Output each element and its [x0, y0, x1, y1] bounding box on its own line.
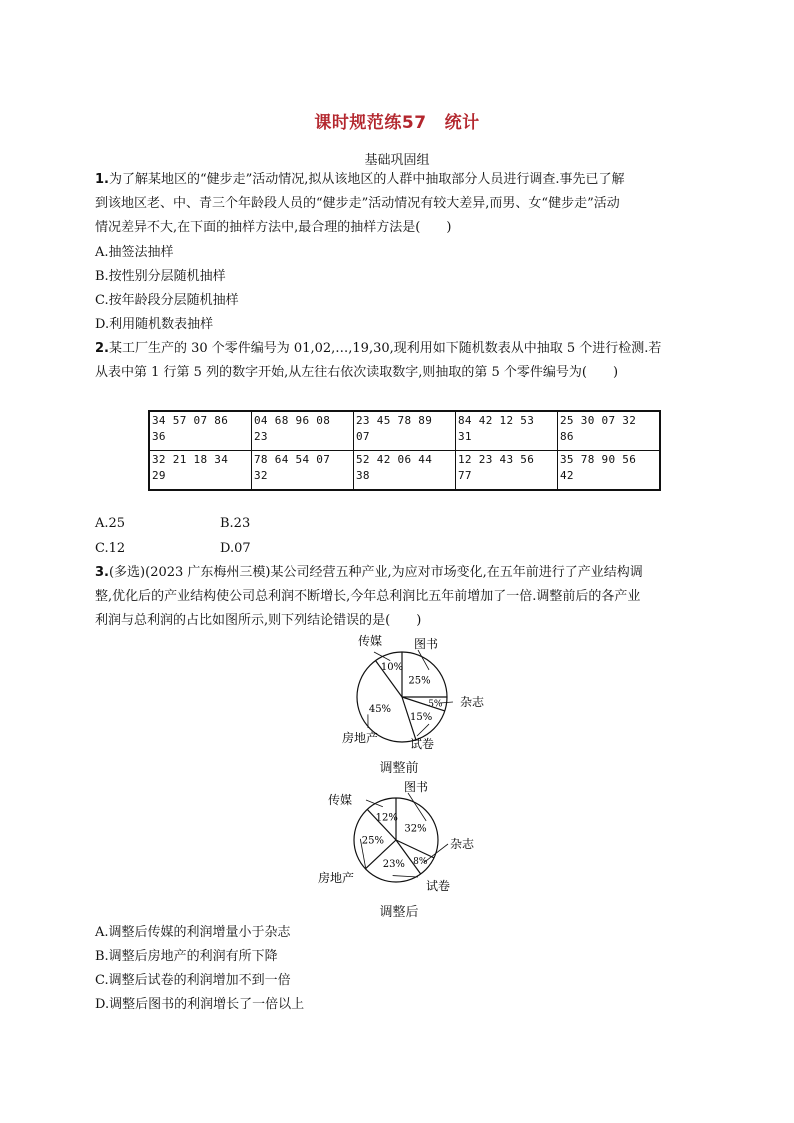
- pie-slice-percent-label: 12%: [375, 812, 398, 824]
- table-cell: [149, 451, 252, 491]
- cell-line: 38: [356, 469, 370, 482]
- q1-line-2: 到该地区老、中、青三个年龄段人员的“健步走”活动情况有较大差异,而男、女“健步走”活动: [95, 196, 620, 211]
- title-main: 课时规范练57: [314, 113, 427, 133]
- cell-line: 32: [254, 469, 268, 482]
- table-cell: [558, 451, 661, 491]
- q2-options-row-1: [95, 516, 251, 531]
- q2-option-c: C.12: [95, 541, 126, 556]
- pie-slice-percent-label: 32%: [404, 823, 427, 835]
- table-cell: [558, 411, 661, 451]
- q3-text-1: (多选)(2023 广东梅州三模)某公司经营五种产业,为应对市场变化,在五年前进行了产业结构调: [108, 565, 643, 580]
- table-cell: [252, 411, 354, 451]
- q3-option-b: B.调整后房地产的利润有所下降: [95, 949, 278, 964]
- pie-slice-percent-label: 23%: [382, 858, 405, 870]
- chart-caption-after: 调整后: [379, 905, 419, 920]
- cell-line: 23 45 78 89: [356, 414, 433, 427]
- cell-line: 07: [356, 430, 370, 443]
- q3-number: 3.: [95, 565, 109, 580]
- pie-category-label: 传媒: [327, 793, 353, 807]
- title-topic: 统计: [444, 113, 480, 133]
- cell-line: 77: [458, 469, 472, 482]
- q1-option-c: C.按年龄段分层随机抽样: [95, 293, 239, 308]
- cell-line: 23: [254, 430, 268, 443]
- q1-number: 1.: [95, 172, 109, 187]
- pie-leader-line: [393, 876, 418, 877]
- q2-line-2: 从表中第 1 行第 5 列的数字开始,从左往右依次读取数字,则抽取的第 5 个零件编号为( ): [95, 365, 619, 380]
- pie-category-label: 房地产: [341, 731, 379, 745]
- pie-category-label: 试卷: [409, 737, 435, 751]
- table-cell: [149, 411, 252, 451]
- cell-line: 52 42 06 44: [356, 453, 433, 466]
- pie-category-label: 房地产: [317, 871, 355, 885]
- pie-category-label: 传媒: [357, 634, 383, 648]
- q2-option-a: A.25: [95, 516, 126, 531]
- q2-option-b: B.23: [220, 516, 251, 531]
- cell-line: 32 21 18 34: [152, 453, 229, 466]
- q2-number: 2.: [95, 341, 109, 356]
- pie-category-label: 图书: [403, 780, 429, 794]
- page-title: [0, 108, 794, 133]
- cell-line: 12 23 43 56: [458, 453, 535, 466]
- table-cell: [354, 411, 456, 451]
- cell-line: 36: [152, 430, 166, 443]
- pie-leader-line: [424, 844, 448, 863]
- q1-line-3: 情况差异不大,在下面的抽样方法中,最合理的抽样方法是( ): [95, 220, 452, 235]
- pie-slice-percent-label: 25%: [408, 675, 431, 687]
- pie-slice-percent-label: 8%: [413, 857, 428, 868]
- table-cell: [456, 451, 558, 491]
- pie-category-label: 试卷: [425, 879, 451, 893]
- q3-line-2: 整,优化后的产业结构使公司总利润不断增长,今年总利润比五年前增加了一倍.调整前后的各产业: [95, 589, 641, 604]
- cell-line: 34 57 07 86: [152, 414, 229, 427]
- q3-option-d: D.调整后图书的利润增长了一倍以上: [95, 997, 305, 1012]
- pie-slice-percent-label: 45%: [368, 704, 392, 716]
- q1-line-1: [95, 172, 625, 188]
- q1-option-a: A.抽签法抽样: [95, 245, 174, 260]
- q3-option-a: A.调整后传媒的利润增量小于杂志: [95, 925, 291, 940]
- cell-line: 25 30 07 32: [560, 414, 637, 427]
- cell-line: 31: [458, 430, 472, 443]
- pie-slice-percent-label: 10%: [380, 662, 404, 674]
- pie-chart-after: [310, 778, 490, 896]
- q1-option-b: B.按性别分层随机抽样: [95, 269, 226, 284]
- pie-slice-percent-label: 5%: [428, 699, 443, 710]
- cell-line: 29: [152, 469, 166, 482]
- pie-category-label: 图书: [413, 637, 439, 651]
- table-cell: [252, 451, 354, 491]
- table-row: [149, 411, 660, 451]
- pie-category-label: 杂志: [460, 695, 485, 709]
- q2-option-d: D.07: [220, 541, 251, 556]
- chart-caption-before: 调整前: [379, 761, 419, 776]
- cell-line: 04 68 96 08: [254, 414, 331, 427]
- pie-slice-boundary: [396, 840, 434, 858]
- pie-leader-line: [408, 793, 426, 821]
- cell-line: 42: [560, 469, 574, 482]
- table-cell: [456, 411, 558, 451]
- table-row: [149, 451, 660, 491]
- cell-line: 86: [560, 430, 574, 443]
- table-cell: [354, 451, 456, 491]
- pie-slice-percent-label: 25%: [361, 835, 385, 847]
- cell-line: 35 78 90 56: [560, 453, 637, 466]
- random-number-table: [148, 410, 661, 491]
- q3-line-3: 利润与总利润的占比如图所示,则下列结论错误的是( ): [95, 613, 422, 628]
- q2-line-1: [95, 341, 661, 357]
- cell-line: 84 42 12 53: [458, 414, 535, 427]
- q3-option-c: C.调整后试卷的利润增加不到一倍: [95, 973, 291, 988]
- pie-category-label: 杂志: [450, 837, 475, 851]
- cell-line: 78 64 54 07: [254, 453, 331, 466]
- q3-line-1: [95, 565, 643, 581]
- q1-option-d: D.利用随机数表抽样: [95, 317, 214, 332]
- q2-options-row-2: [95, 541, 251, 556]
- pie-chart-before: [310, 632, 490, 757]
- q1-text-1: 为了解某地区的“健步走”活动情况,拟从该地区的人群中抽取部分人员进行调查.事先已了解: [108, 172, 625, 187]
- q2-text-1: 某工厂生产的 30 个零件编号为 01,02,…,19,30,现利用如下随机数表从中抽取 5 个进行检测.若: [108, 341, 662, 356]
- section-heading: 基础巩固组: [364, 153, 430, 168]
- pie-slice-percent-label: 15%: [409, 712, 433, 724]
